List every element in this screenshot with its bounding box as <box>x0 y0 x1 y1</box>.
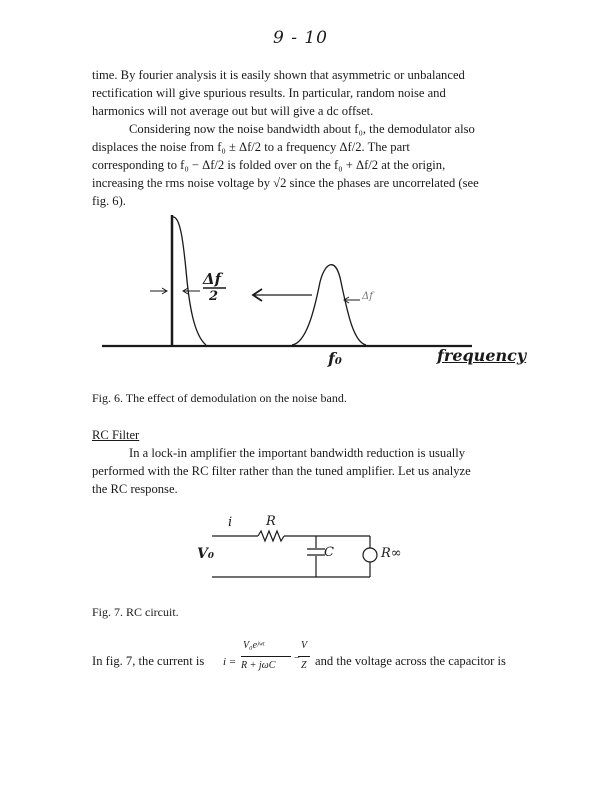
section-line-2: performed with the RC filter rather than the tuned amplifier. Let us analyze <box>92 464 471 478</box>
equation-minus: − <box>293 652 301 664</box>
paragraph-1-line-2: rectification will give spurious results. In particular, random noise and <box>92 86 446 100</box>
half-bandwidth-denominator: 2 <box>209 289 219 304</box>
current-label: i <box>228 515 233 530</box>
paragraph-2-line-2: displaces the noise from f₀ ± Δf/2 to a frequency Δf/2. The part <box>92 140 410 154</box>
equation-prefix: In fig. 7, the current is <box>92 654 205 668</box>
load-resistor <box>363 548 377 562</box>
peak-width-label: Δf <box>362 291 373 302</box>
equation-frac2-bar <box>298 656 310 657</box>
equation-frac1-bar <box>241 656 291 657</box>
load-label: R∞ <box>381 546 402 561</box>
section-heading: RC Filter <box>92 428 140 442</box>
figure-6-caption: Fig. 6. The effect of demodulation on the noise band. <box>92 391 347 405</box>
figure-7-caption: Fig. 7. RC circuit. <box>92 605 179 619</box>
paragraph-2-line-1: Considering now the noise bandwidth about f₀, the demodulator also <box>129 122 475 136</box>
half-bandwidth-numerator: Δf <box>203 270 222 288</box>
paragraph-1-line-1: time. By fourier analysis it is easily shown that asymmetric or unbalanced <box>92 68 465 82</box>
frequency-axis-label: frequency <box>437 346 527 365</box>
section-line-3: the RC response. <box>92 482 178 496</box>
equation-suffix: and the voltage across the capacitor is <box>315 654 506 668</box>
equation-lhs: i = <box>223 656 237 668</box>
source-voltage-label: V₀ <box>197 546 214 562</box>
page-number: 9 - 10 <box>273 28 328 48</box>
capacitor-label: C <box>324 545 334 560</box>
paragraph-2-line-3: corresponding to f₀ − Δf/2 is folded over on the f₀ + Δf/2 at the origin, <box>92 158 446 172</box>
section-line-1: In a lock-in amplifier the important bandwidth reduction is usually <box>129 446 466 460</box>
equation-frac2-denominator: Z <box>301 660 307 671</box>
paragraph-2-line-5: fig. 6). <box>92 194 126 208</box>
equation-frac1-numerator: V₀eʲʷᵗ <box>243 640 265 651</box>
equation-frac2-numerator: V <box>301 640 308 651</box>
resistor <box>258 531 284 541</box>
equation-frac1-denominator: R + jωC <box>241 660 276 671</box>
f0-label: f₀ <box>328 349 342 368</box>
resistor-label: R <box>266 514 276 529</box>
paragraph-1-line-3: harmonics will not average out but will give a dc offset. <box>92 104 374 118</box>
paragraph-2-line-4: increasing the rms noise voltage by √2 since the phases are uncorrelated (see <box>92 176 479 190</box>
